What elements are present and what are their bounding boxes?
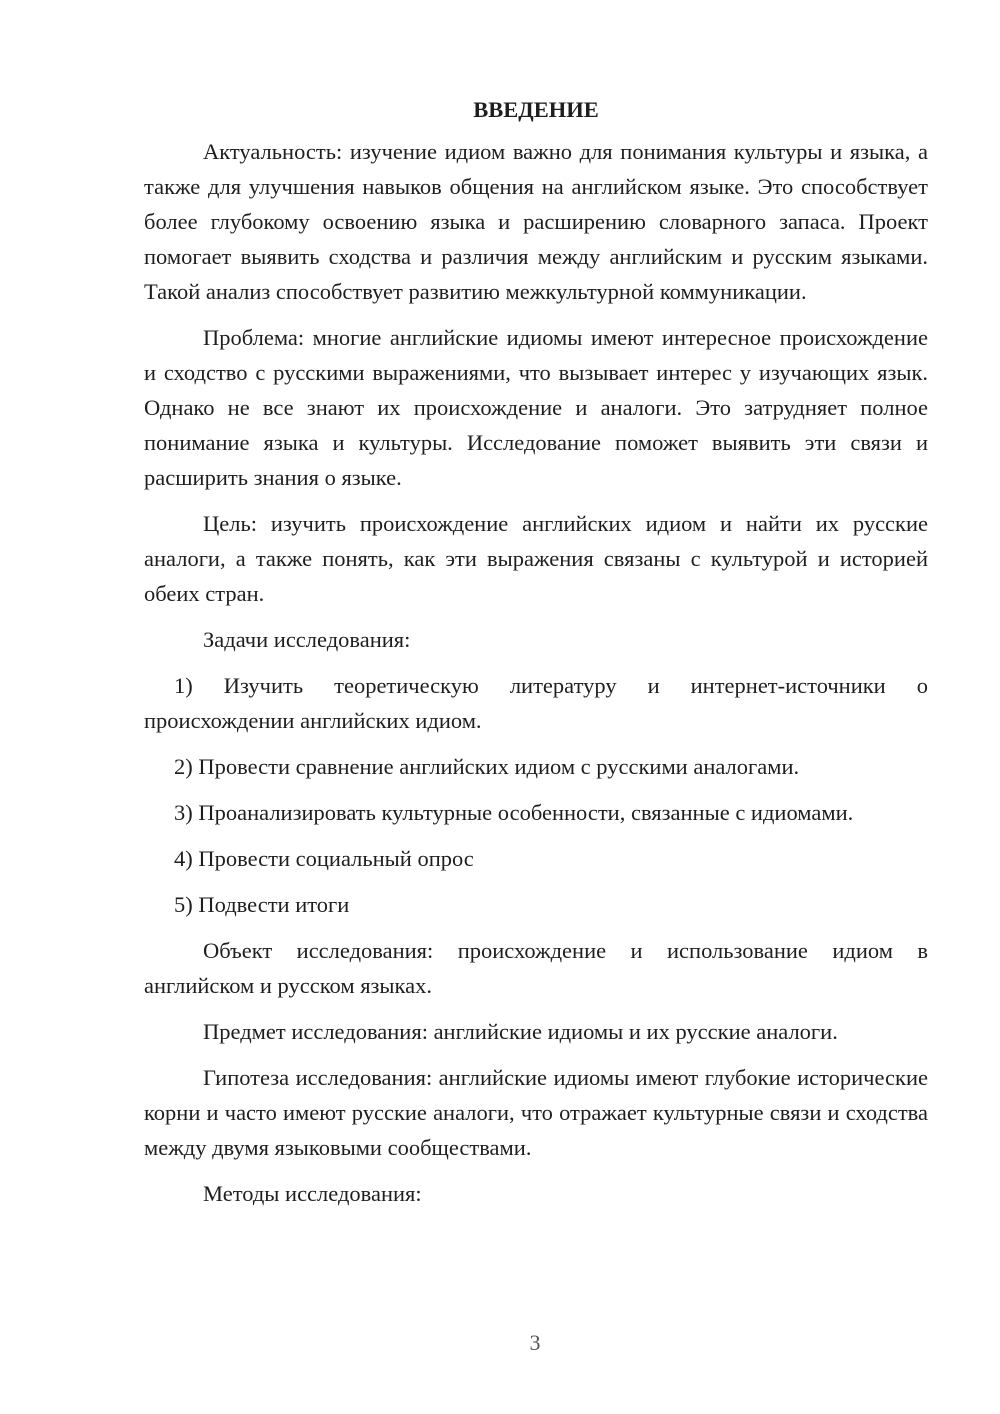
section-title: ВВЕДЕНИЕ [473, 97, 599, 122]
task-item-1: 1) Изучить теоретическую литературу и интернет-источники о происхождении английских идиом. [144, 673, 928, 733]
paragraph-object: Объект исследования: происхождение и использование идиом в английском и русском языках. [144, 938, 928, 998]
paragraph-subject: Предмет исследования: английские идиомы и их русские аналоги. [203, 1019, 838, 1044]
task-item-2: 2) Провести сравнение английских идиом с русскими аналогами. [174, 754, 800, 779]
task-item-5: 5) Подвести итоги [174, 892, 350, 917]
paragraph-relevance: Актуальность: изучение идиом важно для понимания культуры и языка, а также для улучшения навыков общения на английском языке. Это способствует более глубокому освоению языка и расширению словарного запаса. Проект помогает выявить сходства и различия между английским и русским языками. Такой анализ способствует развитию межкультурной коммуникации. [144, 139, 928, 304]
paragraph-tasks-heading: Задачи исследования: [203, 627, 411, 652]
paragraph-hypothesis: Гипотеза исследования: английские идиомы имеют глубокие исторические корни и часто имеют русские аналоги, что отражает культурные связи и сходства между двумя языковыми сообществами. [144, 1065, 928, 1160]
paragraph-problem: Проблема: многие английские идиомы имеют интересное происхождение и сходство с русскими выражениями, что вызывает интерес у изучающих язык. Однако не все знают их происхождение и аналоги. Это затрудняет полное понимание языка и культуры. Исследование поможет выявить эти связи и расширить знания о языке. [144, 325, 928, 490]
paragraph-goal: Цель: изучить происхождение английских идиом и найти их русские аналоги, а также понять, как эти выражения связаны с культурой и историей обеих стран. [144, 511, 928, 606]
task-item-4: 4) Провести социальный опрос [174, 846, 474, 871]
document-page [144, 92, 928, 1222]
page-number: 3 [529, 1330, 541, 1355]
paragraph-methods: Методы исследования: [203, 1181, 422, 1206]
task-item-3: 3) Проанализировать культурные особенности, связанные с идиомами. [174, 800, 854, 825]
